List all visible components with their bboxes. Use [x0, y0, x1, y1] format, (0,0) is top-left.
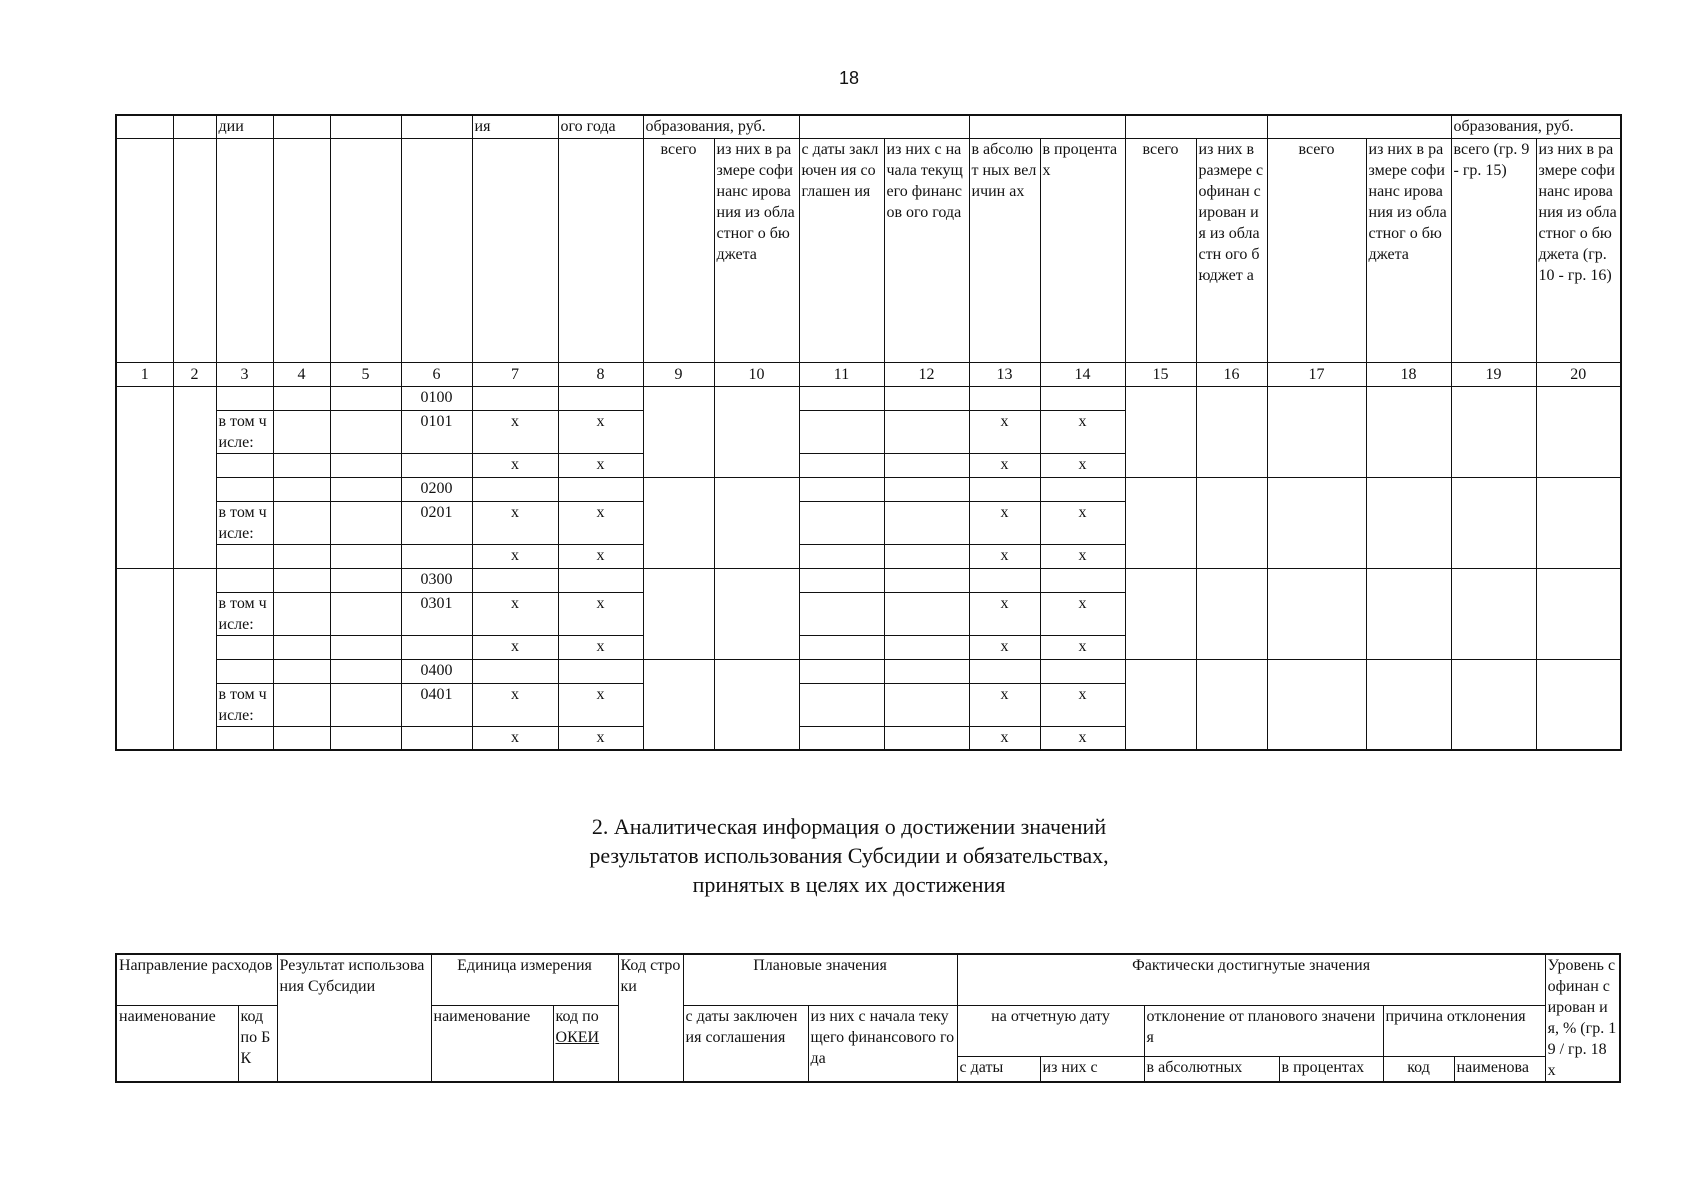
table-cell [799, 453, 884, 477]
header-cell: образования, руб. [1451, 115, 1621, 138]
header-cell: всего [643, 138, 714, 362]
line-code: 0400 [401, 659, 472, 683]
table-cell [330, 453, 401, 477]
header-cell: из них в размере софинанс ирования из областног о бюджета (гр. 10 - гр. 16) [1536, 138, 1621, 362]
x-mark: x [472, 683, 558, 726]
table-cell [401, 544, 472, 568]
table-cell [714, 659, 799, 750]
header-cell [401, 138, 472, 362]
table-cell [884, 726, 969, 750]
col-number: 14 [1040, 362, 1125, 386]
table-cell [1451, 477, 1536, 568]
header-cell [173, 138, 216, 362]
header-cell [558, 138, 643, 362]
col-number: 12 [884, 362, 969, 386]
table-cell [273, 635, 330, 659]
header-cell: наименование [116, 1005, 238, 1082]
table-cell [1366, 386, 1451, 477]
section-title-line: результатов использования Субсидии и обязательствах, [589, 843, 1109, 868]
x-mark: x [969, 726, 1040, 750]
table-cell [969, 477, 1040, 501]
table-cell [401, 726, 472, 750]
x-mark: x [472, 453, 558, 477]
x-mark: x [558, 726, 643, 750]
table-cell [330, 635, 401, 659]
table-cell [1040, 386, 1125, 410]
col-number: 13 [969, 362, 1040, 386]
header-cell: с даты [957, 1056, 1040, 1082]
table-cell [1536, 477, 1621, 568]
line-code: 0300 [401, 568, 472, 592]
table-cell [884, 453, 969, 477]
table-cell [330, 659, 401, 683]
x-mark: x [1040, 726, 1125, 750]
x-mark: x [969, 592, 1040, 635]
table-cell [1125, 568, 1196, 659]
table-cell [558, 386, 643, 410]
header-cell [799, 115, 969, 138]
table-cell [273, 477, 330, 501]
page-number: 18 [838, 68, 860, 88]
header-cell [173, 115, 216, 138]
header-cell [553, 1005, 618, 1082]
table-cell [273, 568, 330, 592]
header-cell: из них в размере софинан сирован ия из областн ого бюджет а [1196, 138, 1267, 362]
table-cell [116, 386, 173, 568]
header-cell: Код строки [618, 954, 683, 1082]
x-mark: x [472, 501, 558, 544]
table-cell [216, 544, 273, 568]
header-cell: всего (гр. 9 - гр. 15) [1451, 138, 1536, 362]
col-number: 5 [330, 362, 401, 386]
table-cell [799, 544, 884, 568]
line-code: 0100 [401, 386, 472, 410]
table-cell [558, 568, 643, 592]
col-number: 6 [401, 362, 472, 386]
table-cell [1267, 386, 1366, 477]
x-mark: x [1040, 635, 1125, 659]
table-cell [1196, 659, 1267, 750]
col-number: 4 [273, 362, 330, 386]
table-cell [799, 410, 884, 453]
x-mark: x [472, 410, 558, 453]
table-cell [273, 659, 330, 683]
header-cell: всего [1125, 138, 1196, 362]
header-cell: наименова [1454, 1056, 1545, 1082]
header-cell: ия [472, 115, 558, 138]
row-label: в том числе: [216, 501, 273, 544]
x-mark: x [558, 544, 643, 568]
header-cell [969, 115, 1125, 138]
header-cell [401, 115, 472, 138]
x-mark: x [969, 635, 1040, 659]
table-cell [273, 410, 330, 453]
table-cell [884, 568, 969, 592]
header-cell: из них с начала текущего финансового года [808, 1005, 957, 1082]
x-mark: x [558, 501, 643, 544]
line-code: 0301 [401, 592, 472, 635]
table-cell [884, 410, 969, 453]
header-cell: образования, руб. [643, 115, 799, 138]
table-cell [1451, 659, 1536, 750]
line-code: 0201 [401, 501, 472, 544]
table-cell [1196, 386, 1267, 477]
header-cell [116, 115, 173, 138]
table-cell [799, 477, 884, 501]
table-cell [1451, 386, 1536, 477]
table-cell [1040, 477, 1125, 501]
table-cell [799, 635, 884, 659]
x-mark: x [472, 726, 558, 750]
header-cell: код [1383, 1056, 1454, 1082]
table-cell [330, 501, 401, 544]
header-cell [330, 138, 401, 362]
header-cell: из них с начала текущего финансов ого года [884, 138, 969, 362]
header-cell: в процентах [1040, 138, 1125, 362]
header-cell: из них с [1040, 1056, 1144, 1082]
col-number: 16 [1196, 362, 1267, 386]
col-number: 20 [1536, 362, 1621, 386]
table-cell [1366, 659, 1451, 750]
table-cell [643, 386, 714, 477]
header-cell [330, 115, 401, 138]
table-cell [216, 386, 273, 410]
line-code: 0401 [401, 683, 472, 726]
table-cell [799, 501, 884, 544]
col-number: 9 [643, 362, 714, 386]
table-cell [330, 544, 401, 568]
table-cell [273, 544, 330, 568]
table-cell [799, 683, 884, 726]
header-cell: из них в размере софинанс ирования из областног о бюджета [1366, 138, 1451, 362]
table-cell [799, 659, 884, 683]
x-mark: x [472, 544, 558, 568]
header-cell [216, 138, 273, 362]
col-number: 17 [1267, 362, 1366, 386]
header-cell: всего [1267, 138, 1366, 362]
table-cell [216, 453, 273, 477]
table-cell [216, 477, 273, 501]
header-cell: в абсолютных [1144, 1056, 1279, 1082]
table-cell [714, 477, 799, 568]
x-mark: x [558, 683, 643, 726]
table-cell [1125, 386, 1196, 477]
table-cell [273, 501, 330, 544]
table-cell [969, 659, 1040, 683]
table-cell [472, 568, 558, 592]
table-cell [1267, 659, 1366, 750]
x-mark: x [969, 544, 1040, 568]
header-cell: Уровень софинан сирован ия, % (гр. 19 / гр. 18 x [1545, 954, 1620, 1082]
line-code: 0200 [401, 477, 472, 501]
header-cell: причина отклонения [1383, 1005, 1545, 1056]
table-cell [1536, 386, 1621, 477]
table-cell [216, 568, 273, 592]
col-number: 15 [1125, 362, 1196, 386]
table-cell [116, 568, 173, 750]
x-mark: x [1040, 453, 1125, 477]
table-cell [1040, 568, 1125, 592]
col-number: 19 [1451, 362, 1536, 386]
table-cell [330, 726, 401, 750]
header-cell: дии [216, 115, 273, 138]
section-2-title [0, 812, 1698, 899]
table-cell [643, 568, 714, 659]
x-mark: x [969, 501, 1040, 544]
line-code: 0101 [401, 410, 472, 453]
x-mark: x [969, 453, 1040, 477]
table-cell [330, 592, 401, 635]
header-cell [273, 138, 330, 362]
table-cell [799, 592, 884, 635]
header-cell: в абсолют ных величин ах [969, 138, 1040, 362]
header-cell [1125, 115, 1267, 138]
header-cell: на отчетную дату [957, 1005, 1144, 1056]
header-cell: Единица измерения [431, 954, 618, 1005]
header-cell [472, 138, 558, 362]
row-label: в том числе: [216, 683, 273, 726]
table-row [116, 477, 1621, 501]
table-cell [969, 386, 1040, 410]
header-cell: Фактически достигнутые значения [957, 954, 1545, 1005]
table-cell [1536, 659, 1621, 750]
header-cell: Результат использования Субсидии [277, 954, 431, 1082]
table-cell [643, 477, 714, 568]
header-cell: с даты заключен ия соглашен ия [799, 138, 884, 362]
table-cell [884, 544, 969, 568]
table-cell [173, 568, 216, 750]
table-cell [472, 659, 558, 683]
col-number: 11 [799, 362, 884, 386]
x-mark: x [1040, 544, 1125, 568]
table-cell [330, 568, 401, 592]
table-cell [1125, 477, 1196, 568]
table-cell [884, 683, 969, 726]
x-mark: x [969, 410, 1040, 453]
header-cell: ого года [558, 115, 643, 138]
x-mark: x [1040, 683, 1125, 726]
table-cell [1196, 477, 1267, 568]
table-cell [884, 477, 969, 501]
x-mark: x [1040, 410, 1125, 453]
table-cell [472, 477, 558, 501]
table-cell [1125, 659, 1196, 750]
x-mark: x [558, 592, 643, 635]
header-cell: из них в размере софинанс ирования из областног о бюджета [714, 138, 799, 362]
table-cell [884, 501, 969, 544]
table-cell [216, 659, 273, 683]
table-cell [273, 386, 330, 410]
table-cell [1451, 568, 1536, 659]
header-cell: Направление расходов [116, 954, 277, 1005]
header-cell: наименование [431, 1005, 553, 1082]
section-title-line: 2. Аналитическая информация о достижении значений [591, 814, 1107, 839]
section-title-line: принятых в целях их достижения [692, 872, 1006, 897]
table-cell [1366, 477, 1451, 568]
table-cell [558, 659, 643, 683]
table-cell [1536, 568, 1621, 659]
table-cell [173, 386, 216, 568]
report-table-2 [115, 953, 1621, 1083]
table-cell [1267, 477, 1366, 568]
header-cell: код по БК [238, 1005, 277, 1082]
header-cell: отклонение от планового значения [1144, 1005, 1383, 1056]
x-mark: x [1040, 501, 1125, 544]
table-cell [1040, 659, 1125, 683]
table-cell [401, 635, 472, 659]
table-cell [330, 410, 401, 453]
table-cell [273, 726, 330, 750]
table-cell [216, 635, 273, 659]
table-cell [969, 568, 1040, 592]
header-cell: Плановые значения [683, 954, 957, 1005]
header-cell [273, 115, 330, 138]
header-cell [1267, 115, 1451, 138]
header-cell [116, 138, 173, 362]
col-number: 2 [173, 362, 216, 386]
table-cell [330, 683, 401, 726]
table-cell [714, 386, 799, 477]
header-cell: в процентах [1279, 1056, 1383, 1082]
x-mark: x [1040, 592, 1125, 635]
col-number: 18 [1366, 362, 1451, 386]
col-number: 7 [472, 362, 558, 386]
okei-link[interactable]: ОКЕИ [555, 1028, 600, 1046]
x-mark: x [472, 635, 558, 659]
table-cell [643, 659, 714, 750]
table-cell [273, 453, 330, 477]
x-mark: x [558, 410, 643, 453]
table-cell [1366, 568, 1451, 659]
column-number-row [116, 362, 1621, 386]
col-number: 10 [714, 362, 799, 386]
x-mark: x [558, 453, 643, 477]
table-cell [472, 386, 558, 410]
row-label: в том числе: [216, 592, 273, 635]
row-label: в том числе: [216, 410, 273, 453]
table-cell [216, 726, 273, 750]
table-cell [1267, 568, 1366, 659]
table-cell [330, 386, 401, 410]
report-table-1 [115, 114, 1622, 751]
table-row [116, 659, 1621, 683]
header-cell: с даты заключения соглашения [683, 1005, 808, 1082]
table-cell [1196, 568, 1267, 659]
table-cell [558, 477, 643, 501]
table-cell [884, 635, 969, 659]
table-row [116, 386, 1621, 410]
x-mark: x [472, 592, 558, 635]
table-cell [799, 726, 884, 750]
okei-prefix: код по [555, 1007, 599, 1025]
col-number: 1 [116, 362, 173, 386]
x-mark: x [969, 683, 1040, 726]
x-mark: x [558, 635, 643, 659]
table-cell [401, 453, 472, 477]
table-cell [273, 592, 330, 635]
col-number: 3 [216, 362, 273, 386]
table-cell [884, 659, 969, 683]
table-cell [273, 683, 330, 726]
table-cell [799, 568, 884, 592]
table-cell [884, 386, 969, 410]
table-cell [884, 592, 969, 635]
col-number: 8 [558, 362, 643, 386]
table-cell [330, 477, 401, 501]
table-row [116, 568, 1621, 592]
table-cell [714, 568, 799, 659]
table-cell [799, 386, 884, 410]
